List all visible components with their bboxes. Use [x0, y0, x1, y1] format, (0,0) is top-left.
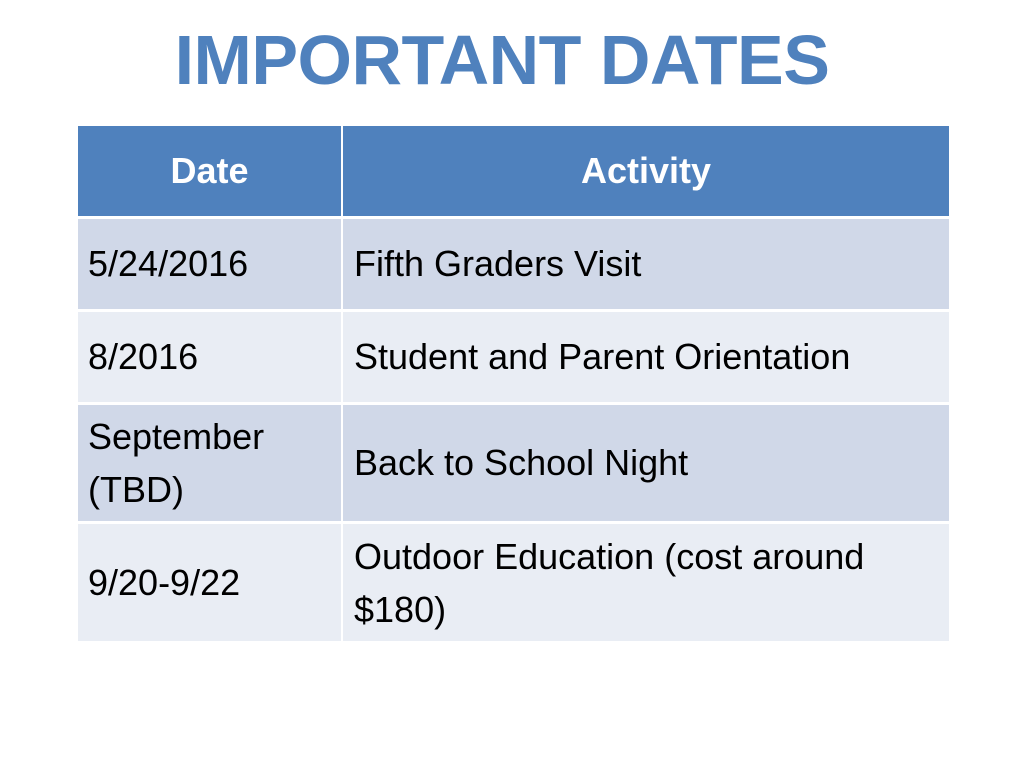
table-cell-date: September (TBD) — [78, 405, 341, 521]
important-dates-table — [78, 126, 949, 643]
table-cell-date: 9/20-9/22 — [78, 524, 341, 641]
page-title: IMPORTANT DATES — [174, 21, 830, 99]
column-header-activity: Activity — [343, 126, 949, 216]
table-cell-activity: Outdoor Education (cost around $180) — [343, 524, 949, 641]
table-cell-date: 5/24/2016 — [78, 219, 341, 309]
table-cell-date: 8/2016 — [78, 312, 341, 402]
table-cell-activity: Back to School Night — [343, 405, 949, 521]
column-header-date: Date — [78, 126, 341, 216]
table-cell-activity: Student and Parent Orientation — [343, 312, 949, 402]
table-cell-activity: Fifth Graders Visit — [343, 219, 949, 309]
